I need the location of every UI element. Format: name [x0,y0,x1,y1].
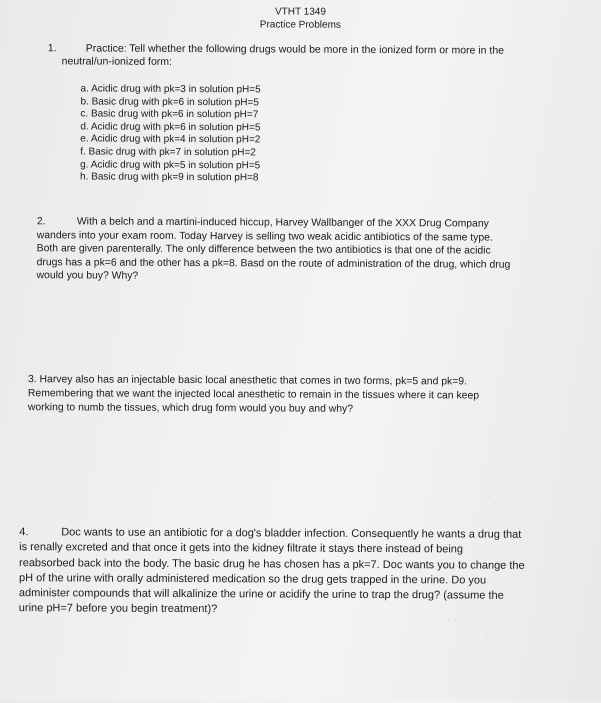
q4-line1-text: Doc wants to use an antibiotic for a dog's bladder infection. Consequently he wants a drug that [61,526,522,541]
page-title: Practice Problems [259,19,341,31]
q1-subquestion-list [80,83,261,185]
q1-item-c: c. Basic drug with pk=6 in solution pH=7 [80,108,259,121]
q2-block [37,215,577,286]
q3-line3: working to numb the tissues, which drug form would you buy and why? [27,402,354,415]
q4-block [19,525,525,619]
course-code: VTHT 1349 [274,6,326,18]
q1-item-b: b. Basic drug with pk=6 in solution pH=5 [80,96,259,108]
q1-item-a: a. Acidic drug with pk=3 in solution pH=5 [80,83,261,96]
q2-line4: drugs has a pk=6 and the other has a pk=8. Basd on the route of administration of the drug, which drug [36,256,511,271]
q3-line1: 3. Harvey also has an injectable basic local anesthetic that comes in two forms, pk=5 and pk=9. [27,374,468,388]
bleed-through-mark: · · [484,630,497,641]
bleed-through-mark: · [479,460,484,471]
q2-line3: Both are given parenterally. The only difference between the two antibiotics is that one of the acidic [36,243,491,257]
q4-line4: pH of the urine with orally administered medication so the drug gets trapped in the urine. Do you [18,571,487,587]
q2-line2: wanders into your exam room. Today Harvey is selling two weak acidic antibiotics of the same type. [36,229,493,244]
q2-line5: would you buy? Why? [36,270,139,283]
q1-number: 1. [47,42,57,55]
q4-line2: is renally excreted and that once it gets into the kidney filtrate it stays there instead of being [19,541,464,556]
q3-line2: Remembering that we want the injected local anesthetic to remain in the tissues where it can keep [27,388,480,402]
q4-number: 4. [19,526,29,539]
q2-line1-text: With a belch and a martini-induced hiccup, Harvey Wallbanger of the XXX Drug Company [76,216,489,230]
q1-item-g: g. Acidic drug with pk=5 in solution pH=5 [80,158,261,171]
q4-line5: administer compounds that will alkalinize the urine or acidify the urine to trap the drug? (assume the [18,587,504,602]
q1-item-d: d. Acidic drug with pk=6 in solution pH=5 [80,121,261,134]
q1-item-h: h. Basic drug with pk=9 in solution pH=8 [80,171,259,184]
bleed-through-mark: · · [446,616,459,627]
q4-line6: urine pH=7 before you begin treatment)? [18,602,218,616]
bleed-through-mark: · · [473,476,486,487]
bleed-through-mark: · [487,492,492,503]
q4-line3: reabsorbed back into the body. The basic drug he has chosen has a pk=7. Doc wants you to change the [19,556,525,572]
q1-prompt-line1: Practice: Tell whether the following drugs would be more in the ionized form or more in the [85,42,505,57]
bleed-through-mark: · · [465,444,478,455]
q3-block [28,373,479,417]
q1-item-e: e. Acidic drug with pk=4 in solution pH=2 [80,133,261,146]
q1-prompt-line2: neutral/un-ionized form: [61,55,173,68]
q1-item-f: f. Basic drug with pk=7 in solution pH=2 [80,146,256,159]
q2-number: 2. [36,216,46,228]
